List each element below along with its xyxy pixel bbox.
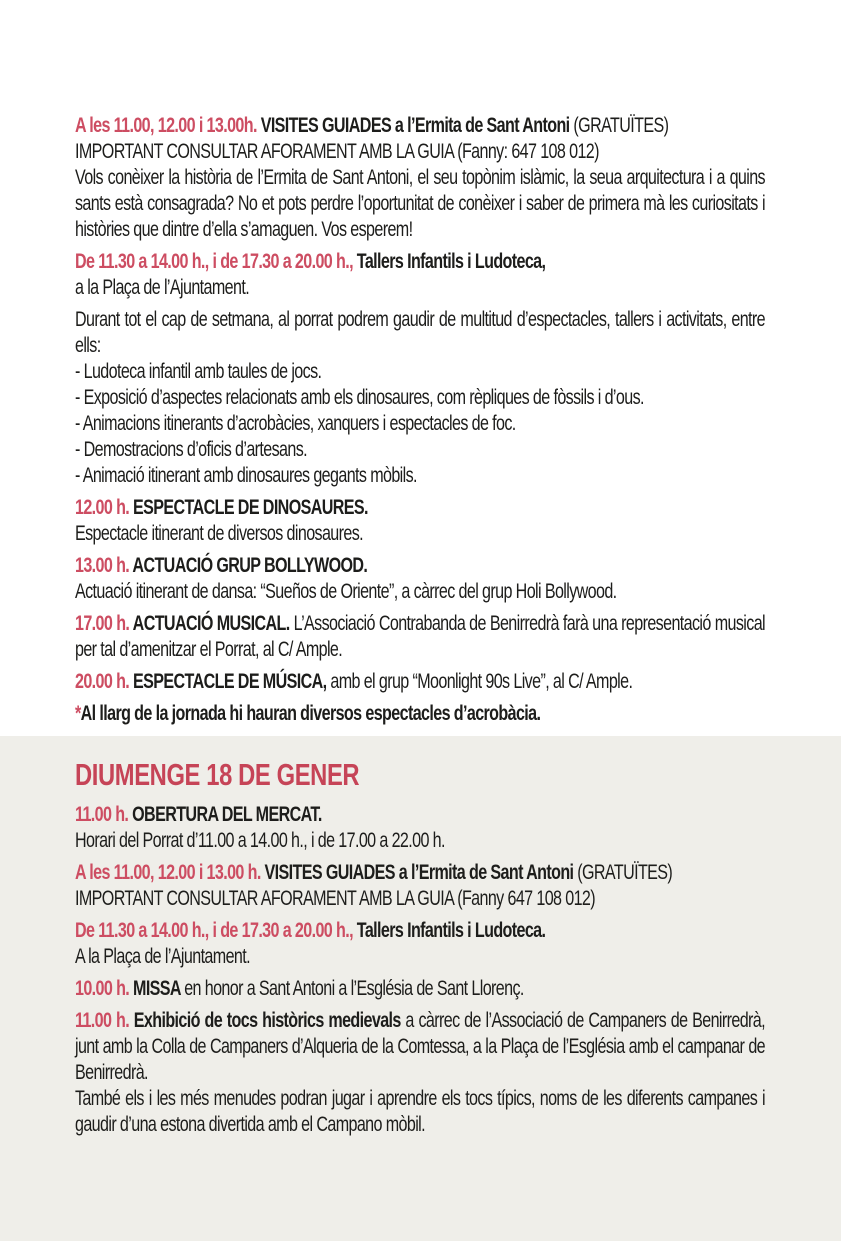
event-title: Exhibició de tocs històrics medievals (133, 1009, 406, 1032)
paragraph (75, 495, 765, 521)
paragraph (75, 579, 765, 605)
event-title: ESPECTACLE DE DINOSAURES. (133, 496, 368, 519)
time-label: De 11.30 a 14.00 h., i de 17.30 a 20.00 h., (75, 919, 357, 942)
paragraph (75, 307, 765, 359)
event-title: VISITES GUIADES a l’Ermita de Sant Antoni (264, 861, 578, 884)
time-label: 12.00 h. (75, 496, 134, 519)
time-label: 13.00 h. (75, 554, 133, 577)
paragraph (75, 669, 765, 695)
paragraph (75, 860, 765, 886)
body-text: - Animació itinerant amb dinosaures gegants mòbils. (75, 464, 417, 487)
paragraph (75, 437, 765, 463)
event-title: ACTUACIÓ MUSICAL. (132, 612, 294, 635)
body-text: - Exposició d’aspectes relacionats amb els dinosaures, com rèpliques de fòssils i d’ous. (75, 386, 644, 409)
paragraph (75, 359, 765, 385)
paragraph (75, 918, 765, 944)
paragraph (75, 828, 765, 854)
time-label: 20.00 h. (75, 670, 134, 693)
event-title: MISSA (133, 977, 185, 1000)
body-text: (GRATUÏTES) (573, 114, 669, 137)
body-text: IMPORTANT CONSULTAR AFORAMENT AMB LA GUIA (Fanny 647 108 012) (75, 887, 596, 910)
day-heading: DIUMENGE 18 DE GENER (75, 757, 360, 792)
body-text: Vols conèixer la història de l’Ermita de Sant Antoni, el seu topònim islàmic, la seua arquitectura i a quins sants està consagrada? No et pots perdre l’oportunitat de conèixer i saber de primera mà les curiositats i històries que dintre d’ella s’amaguen. Vos esperem! (75, 166, 766, 241)
time-label: A les 11.00, 12.00 i 13.00 h. (75, 861, 265, 884)
paragraph (75, 139, 765, 165)
body-text: en honor a Sant Antoni a l’Església de Sant Llorenç. (184, 977, 524, 1000)
event-title: Al llarg de la jornada hi hauran diversos espectacles d’acrobàcia. (80, 702, 541, 725)
section-diumenge-18-de-gener (0, 736, 841, 1241)
paragraph-list (75, 802, 765, 1138)
paragraph (75, 611, 765, 663)
event-title: ACTUACIÓ GRUP BOLLYWOOD. (132, 554, 368, 577)
paragraph (75, 521, 765, 547)
paragraph (75, 165, 765, 243)
body-text: A la Plaça de l’Ajuntament. (75, 945, 250, 968)
paragraph (75, 886, 765, 912)
paragraph (75, 113, 765, 139)
body-text: - Demostracions d’oficis d’artesans. (75, 438, 308, 461)
text-column (75, 113, 765, 727)
paragraph (75, 553, 765, 579)
body-text: Espectacle itinerant de diversos dinosaures. (75, 522, 364, 545)
time-label: 11.00 h. (75, 803, 133, 826)
event-title: OBERTURA DEL MERCAT. (132, 803, 322, 826)
event-title: VISITES GUIADES a l’Ermita de Sant Antoni (260, 114, 574, 137)
paragraph (75, 1086, 765, 1138)
paragraph (75, 275, 765, 301)
body-text: a la Plaça de l’Ajuntament. (75, 276, 250, 299)
paragraph (75, 802, 765, 828)
paragraph (75, 463, 765, 489)
body-text: - Animacions itinerants d’acrobàcies, xanquers i espectacles de foc. (75, 412, 516, 435)
body-text: L’Associació Contrabanda de Benirredrà farà una representació musical per tal d’amenitzar el Porrat, al C/ Ample. (75, 612, 766, 661)
paragraph (75, 385, 765, 411)
time-label: 10.00 h. (75, 977, 134, 1000)
time-label: A les 11.00, 12.00 i 13.00h. (75, 114, 261, 137)
paragraph (75, 411, 765, 437)
body-text: (GRATUÏTES) (577, 861, 673, 884)
paragraph-list (75, 113, 765, 727)
paragraph (75, 1008, 765, 1086)
text-column (75, 758, 765, 1138)
body-text: IMPORTANT CONSULTAR AFORAMENT AMB LA GUIA (Fanny: 647 108 012) (75, 140, 599, 163)
body-text: Actuació itinerant de dansa: “Sueños de Oriente”, a càrrec del grup Holi Bollywood. (75, 580, 617, 603)
paragraph (75, 944, 765, 970)
asterisk-mark: * (75, 702, 81, 725)
body-text: a càrrec de l’Associació de Campaners de Benirredrà, junt amb la Colla de Campaners d’Alqueria de la Comtessa, a la Plaça de l’Església amb el campanar de Benirredrà. (75, 1009, 766, 1084)
body-text: amb el grup “Moonlight 90s Live”, al C/ Ample. (330, 670, 633, 693)
body-text: Durant tot el cap de setmana, al porrat podrem gaudir de multitud d’espectacles, tallers i activitats, entre ells: (75, 308, 766, 357)
paragraph (75, 701, 765, 727)
time-label: 11.00 h. (75, 1009, 134, 1032)
event-title: ESPECTACLE DE MÚSICA, (133, 670, 331, 693)
paragraph (75, 976, 765, 1002)
body-text: També els i les més menudes podran jugar i aprendre els tocs típics, noms de les diferents campanes i gaudir d’una estona divertida amb el Campano mòbil. (75, 1087, 766, 1136)
event-title: Tallers Infantils i Ludoteca, (356, 250, 546, 273)
paragraph (75, 249, 765, 275)
time-label: 17.00 h. (75, 612, 133, 635)
event-title: Tallers Infantils i Ludoteca. (356, 919, 546, 942)
body-text: Horari del Porrat d’11.00 a 14.00 h., i de 17.00 a 22.00 h. (75, 829, 445, 852)
body-text: - Ludoteca infantil amb taules de jocs. (75, 360, 322, 383)
time-label: De 11.30 a 14.00 h., i de 17.30 a 20.00 h., (75, 250, 357, 273)
